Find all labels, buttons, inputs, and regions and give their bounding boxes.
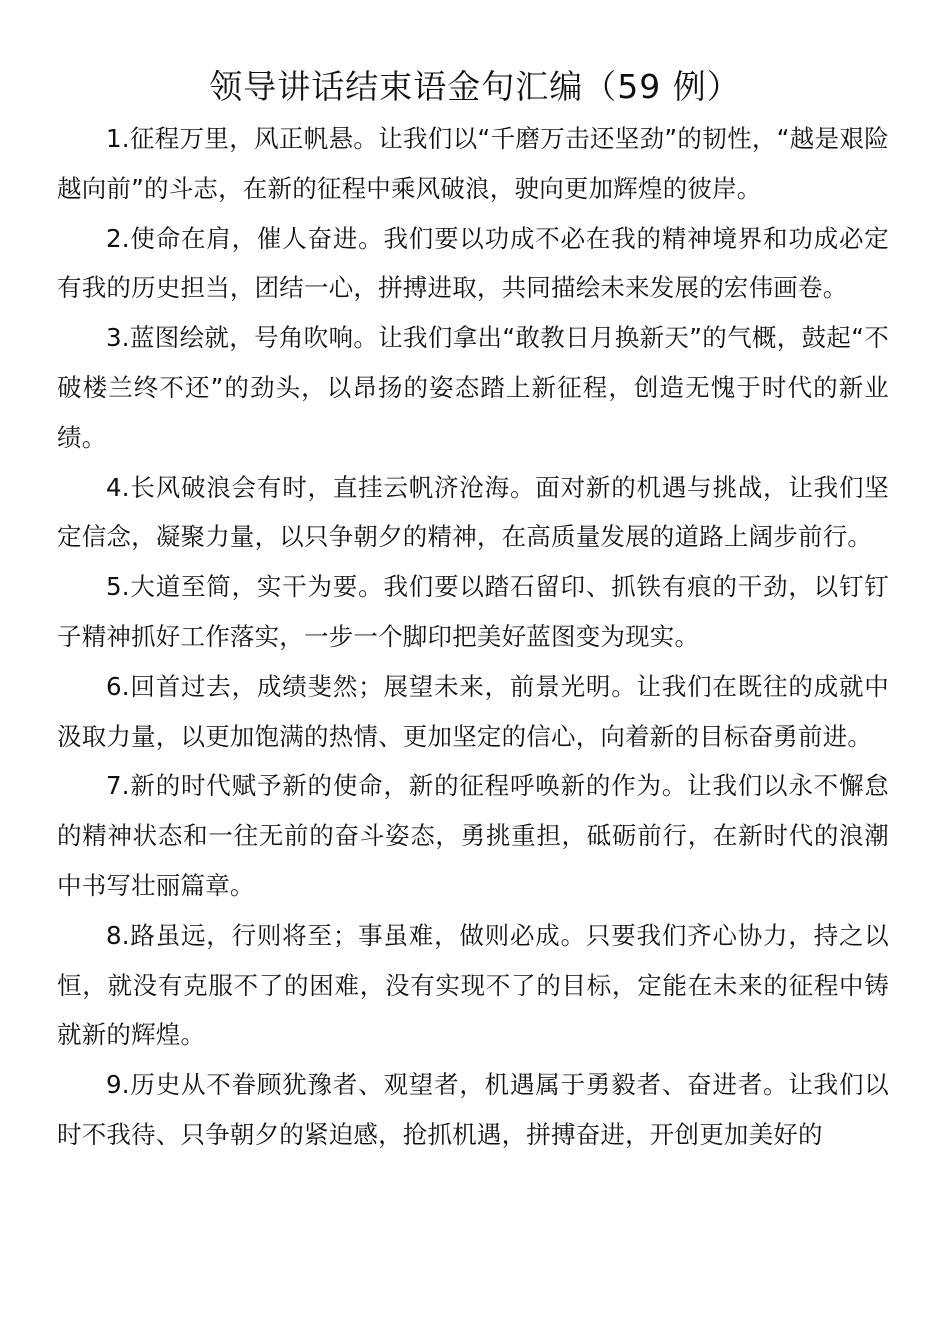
- paragraph-3: 3.蓝图绘就，号角吹响。让我们拿出“敢教日月换新天”的气概，鼓起“不破楼兰终不还”的劲头，以昂扬的姿态踏上新征程，创造无愧于时代的新业绩。: [57, 323, 889, 452]
- paragraph-4: 4.长风破浪会有时，直挂云帆济沧海。面对新的机遇与挑战，让我们坚定信念，凝聚力量，以只争朝夕的精神，在高质量发展的道路上阔步前行。: [57, 472, 889, 552]
- paragraph-8: 8.路虽远，行则将至；事虽难，做则必成。只要我们齐心协力，持之以恒，就没有克服不了的困难，没有实现不了的目标，定能在未来的征程中铸就新的辉煌。: [57, 920, 889, 1050]
- paragraph-7: 7.新的时代赋予新的使命，新的征程呼唤新的作为。让我们以永不懈怠的精神状态和一往无前的奋斗姿态，勇挑重担，砥砺前行，在新时代的浪潮中书写壮丽篇章。: [57, 771, 889, 900]
- paragraph-9: 9.历史从不眷顾犹豫者、观望者，机遇属于勇毅者、奋进者。让我们以时不我待、只争朝夕的紧迫感，抢抓机遇，拼搏奋进，开创更加美好的: [57, 1070, 889, 1149]
- paragraph-2: 2.使命在肩，催人奋进。我们要以功成不必在我的精神境界和功成必定有我的历史担当，团结一心，拼搏进取，共同描绘未来发展的宏伟画卷。: [57, 223, 889, 303]
- paragraph-5: 5.大道至简，实干为要。我们要以踏石留印、抓铁有痕的干劲，以钉钉子精神抓好工作落实，一步一个脚印把美好蓝图变为现实。: [57, 572, 889, 651]
- document-title: 领导讲话结束语金句汇编（59 例）: [209, 67, 741, 106]
- document-body: [57, 114, 889, 1160]
- paragraph-1: 1.征程万里，风正帆悬。让我们以“千磨万击还坚劲”的韧性，“越是艰险越向前”的斗志，在新的征程中乘风破浪，驶向更加辉煌的彼岸。: [57, 124, 889, 203]
- paragraph-6: 6.回首过去，成绩斐然；展望未来，前景光明。让我们在既往的成就中汲取力量，以更加饱满的热情、更加坚定的信心，向着新的目标奋勇前进。: [57, 671, 889, 751]
